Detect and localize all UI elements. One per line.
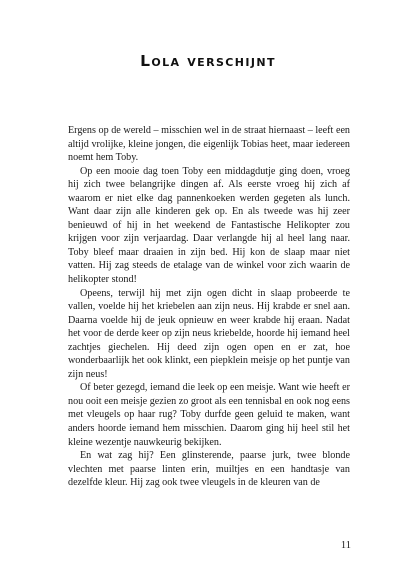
paragraph: Ergens op de wereld – misschien wel in de straat hiernaast – leeft een altijd vrolijke, kleine jongen, die eigenlijk Tobias heet, maar iedereen noemt hem Toby. [68,125,350,164]
chapter-title: Lola verschijnt [140,52,276,70]
paragraph: Op een mooie dag toen Toby een middagdutje ging doen, vroeg hij zich twee belangrijke dingen af. Als eerste vroeg hij zich af waarom er niet elke dag pannenkoeken werden gegeten als lunch. Want daar zijn alle kinderen gek op. En als tweede was hij zeer benieuwd of hij in het weekend de Fantastische Helikopter zou krijgen voor zijn verjaardag. Daar verlangde hij al heel lang naar. Toby bleef maar draaien in zijn bed. Hij kon de slaap maar niet vatten. Hij zag steeds de etalage van de winkel voor zich waarin de helikopter stond! [68,165,350,286]
page-number: 11 [340,540,351,551]
paragraph: Opeens, terwijl hij met zijn ogen dicht in slaap probeerde te vallen, voelde hij het kriebelen aan zijn neus. Hij krabde er snel aan. Daarna voelde hij de jeuk opnieuw en weer krabde hij eraan. Nadat het voor de derde keer op zijn neus kriebelde, hoorde hij iemand heel zachtjes giechelen. Hij deed zijn ogen open en er zat, hoe wonderbaarlijk het ook klinkt, een piepklein meisje op het puntje van zijn neus! [68,287,350,380]
body-text [68,124,350,490]
paragraph: Of beter gezegd, iemand die leek op een meisje. Want wie heeft er nou ooit een meisje gezien zo groot als een tennisbal en ook nog eens met vleugels op haar rug? Toby durfde geen geluid te maken, want anders hoorde iemand hem misschien. Daarom ging hij heel stil het kleine wezentje nauwkeurig bekijken. [68,382,350,448]
paragraph: En wat zag hij? Een glinsterende, paarse jurk, twee blonde vlechten met paarse linten erin, muiltjes en een handtasje van dezelfde kleur. Hij zag ook twee vleugels in de kleuren van de [68,450,350,489]
